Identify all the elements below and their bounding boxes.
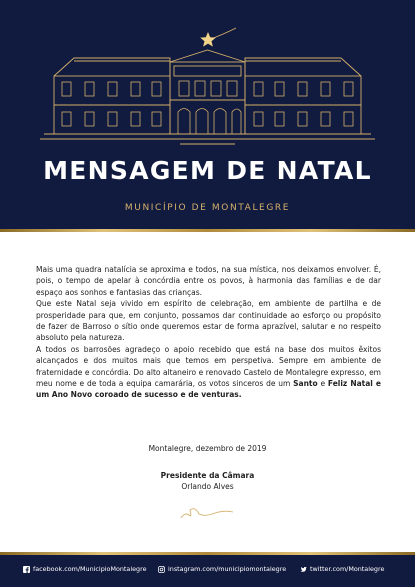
message-text: e [317, 379, 328, 389]
message-text: Que este Natal seja vivido em espírito de celebração, em ambiente de partilha e de prosperidade para que, em conjunto, possamos dar continuidade ao esforço ou propósito de fazer de Barroso o sítio onde queremos estar de forma aprazível, salutar e no respeito absoluto pela natureza. [36, 299, 381, 343]
handwritten-signature [175, 498, 240, 522]
message-text: Mais uma quadra natalícia se aproxima e todos, na sua mística, nos deixamos envolver. É, pois, o tempo de apelar à concórdia entre os povos, à harmonia das famílias e de dar espaço aos sonhos e fantasias das crianças. [36, 265, 381, 297]
message-body [36, 264, 381, 401]
place-date: Montalegre, dezembro de 2019 [148, 444, 267, 453]
message-emphasis: Feliz Natal e um Ano Novo coroado de sucesso e de venturas. [36, 379, 381, 400]
municipality-name: MUNICÍPIO DE MONTALEGRE [124, 203, 291, 213]
instagram-link[interactable] [158, 562, 286, 576]
twitter-link[interactable] [300, 562, 384, 576]
message-text: A todos os barrosões agradeço o apoio recebido que está na base dos muitos êxitos alcançados e dos muitos mais que temos em perspetiva. Sempre em ambiente de fraternidade e concórdia. Do alto altaneiro e renovado Castelo de Montalegre expresso, em meu nome e de toda a equipa camarária, os votos sinceros de um [36, 344, 381, 389]
facebook-link[interactable] [23, 562, 147, 576]
shooting-star-icon [200, 32, 216, 47]
facebook-link-text: facebook.com/MunicipioMontalegre [33, 565, 147, 573]
twitter-link-text: twitter.com/Montalegre [310, 565, 385, 573]
facebook-icon [23, 566, 30, 573]
instagram-icon [158, 566, 165, 573]
twitter-icon [300, 566, 307, 573]
message-paragraph [36, 264, 381, 298]
message-paragraph [36, 298, 381, 344]
signer-name: Orlando Alves [181, 482, 234, 491]
instagram-link-text: instagram.com/municipiomontalegre [168, 565, 287, 573]
page-title: MENSAGEM DE NATAL [43, 156, 372, 185]
town-hall-building-icon [40, 26, 375, 146]
signer-role: Presidente da Câmara [160, 471, 255, 480]
message-emphasis: Santo [293, 379, 318, 389]
message-paragraph [36, 344, 381, 401]
header-gold-divider [0, 229, 415, 232]
